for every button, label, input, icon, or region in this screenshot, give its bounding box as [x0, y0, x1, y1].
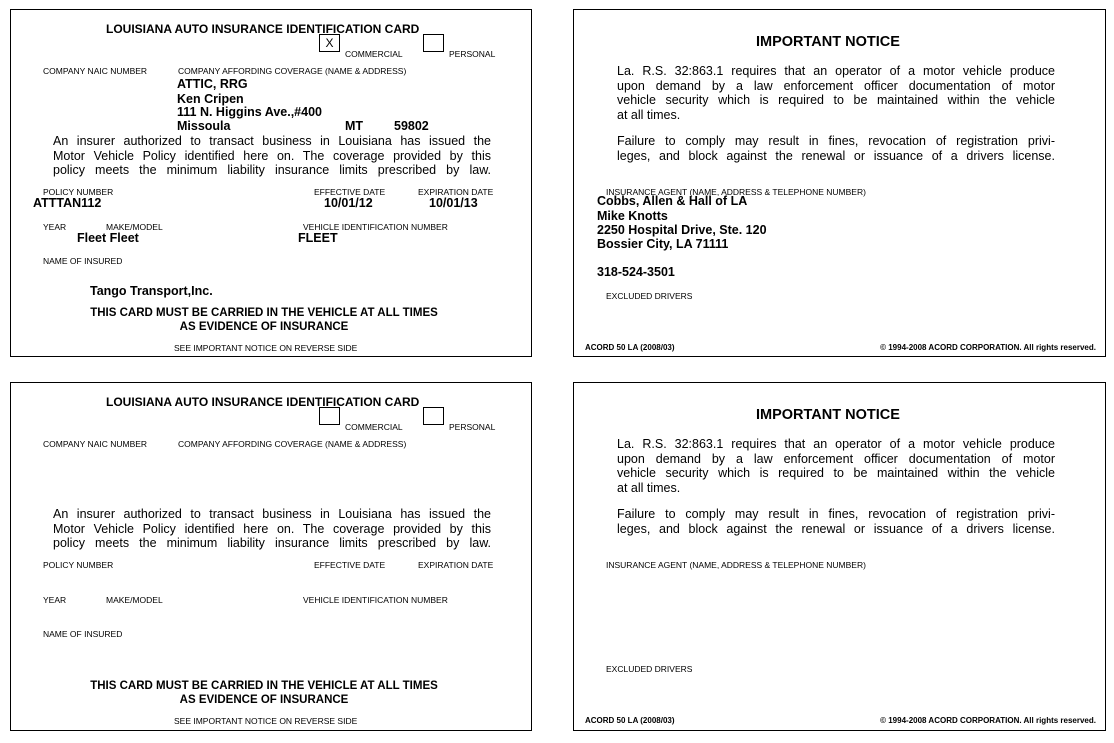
personal-checkbox[interactable] — [423, 407, 444, 425]
effective-date-label: EFFECTIVE DATE — [314, 187, 386, 197]
insured-name: Tango Transport,Inc. — [90, 284, 213, 298]
notice-paragraph-2: Failure to comply may result in fines, revocation of registration privi- leges, and block against the renewal or issuance of a drivers license. — [617, 134, 1055, 163]
carry-notice — [11, 679, 517, 707]
copyright: © 1994-2008 ACORD CORPORATION. All rights reserved. — [880, 343, 1096, 352]
personal-checkbox[interactable] — [423, 34, 444, 52]
company-name: ATTIC, RRG — [177, 77, 248, 91]
agent-name: Cobbs, Allen & Hall of LA — [597, 194, 748, 208]
authorization-statement: An insurer authorized to transact business in Louisiana has issued the Motor Vehicle Policy identified here on. The coverage provided by this policy meets the minimum liability insurance limits prescribed by law. — [53, 507, 491, 550]
commercial-label: COMMERCIAL — [345, 49, 403, 59]
agent-contact: Mike Knotts — [597, 209, 668, 223]
company-contact: Ken Cripen — [177, 92, 244, 106]
personal-label: PERSONAL — [449, 49, 496, 59]
company-street: 111 N. Higgins Ave.,#400 — [177, 105, 322, 119]
id-card-front-blank — [10, 382, 532, 731]
form-id: ACORD 50 LA (2008/03) — [585, 343, 675, 352]
company-city: Missoula — [177, 119, 231, 133]
expiration-date-label: EXPIRATION DATE — [418, 187, 494, 197]
make-model-label: MAKE/MODEL — [106, 595, 163, 605]
make-model-label: MAKE/MODEL — [106, 222, 163, 232]
authorization-statement: An insurer authorized to transact business in Louisiana has issued the Motor Vehicle Policy identified here on. The coverage provided by this policy meets the minimum liability insurance limits prescribed by law. — [53, 134, 491, 177]
notice-paragraph-1: La. R.S. 32:863.1 requires that an operator of a motor vehicle produce upon demand by a law enforcement officer documentation of motor vehicle security which is required to be maintained within the vehicle at all times. — [617, 64, 1055, 122]
commercial-checkbox[interactable] — [319, 407, 340, 425]
agent-phone: 318-524-3501 — [597, 265, 675, 279]
id-card-front-filled — [10, 9, 532, 357]
agent-city: Bossier City, LA 71111 — [597, 237, 729, 251]
excluded-drivers-label: EXCLUDED DRIVERS — [606, 291, 693, 301]
commercial-label: COMMERCIAL — [345, 422, 403, 432]
carry-notice — [11, 306, 517, 334]
vin: FLEET — [298, 231, 338, 245]
effective-date-label: EFFECTIVE DATE — [314, 560, 386, 570]
expiration-date: 10/01/13 — [429, 196, 478, 210]
company-state: MT — [345, 119, 364, 133]
notice-paragraph-1: La. R.S. 32:863.1 requires that an operator of a motor vehicle produce upon demand by a law enforcement officer documentation of motor vehicle security which is required to be maintained within the vehicle at all times. — [617, 437, 1055, 495]
agent-label: INSURANCE AGENT (NAME, ADDRESS & TELEPHONE NUMBER) — [606, 187, 866, 197]
policy-number: ATTTAN112 — [33, 196, 102, 210]
copyright: © 1994-2008 ACORD CORPORATION. All rights reserved. — [880, 716, 1096, 725]
carry-line-2: AS EVIDENCE OF INSURANCE — [179, 694, 349, 706]
insured-label: NAME OF INSURED — [43, 256, 123, 266]
effective-date: 10/01/12 — [324, 196, 373, 210]
agent-street: 2250 Hospital Drive, Ste. 120 — [597, 223, 767, 237]
make-model: Fleet Fleet — [77, 231, 139, 245]
carry-line-1: THIS CARD MUST BE CARRIED IN THE VEHICLE AT ALL TIMES — [90, 307, 438, 319]
naic-label: COMPANY NAIC NUMBER — [43, 439, 148, 449]
year-label: YEAR — [43, 595, 67, 605]
commercial-checkbox[interactable]: X — [319, 34, 340, 52]
policy-number-label: POLICY NUMBER — [43, 560, 114, 570]
vin-label: VEHICLE IDENTIFICATION NUMBER — [303, 222, 448, 232]
policy-number-label: POLICY NUMBER — [43, 187, 114, 197]
vin-label: VEHICLE IDENTIFICATION NUMBER — [303, 595, 448, 605]
card-title: LOUISIANA AUTO INSURANCE IDENTIFICATION CARD — [106, 395, 420, 409]
agent-label: INSURANCE AGENT (NAME, ADDRESS & TELEPHONE NUMBER) — [606, 560, 866, 570]
expiration-date-label: EXPIRATION DATE — [418, 560, 494, 570]
year-label: YEAR — [43, 222, 67, 232]
company-label: COMPANY AFFORDING COVERAGE (NAME & ADDRESS) — [178, 439, 407, 449]
naic-label: COMPANY NAIC NUMBER — [43, 66, 148, 76]
id-card-back-filled — [573, 9, 1106, 357]
card-title: LOUISIANA AUTO INSURANCE IDENTIFICATION CARD — [106, 22, 420, 36]
personal-label: PERSONAL — [449, 422, 496, 432]
notice-title: IMPORTANT NOTICE — [756, 407, 900, 423]
see-notice-text: SEE IMPORTANT NOTICE ON REVERSE SIDE — [174, 716, 358, 726]
carry-line-2: AS EVIDENCE OF INSURANCE — [179, 321, 349, 333]
form-id: ACORD 50 LA (2008/03) — [585, 716, 675, 725]
insured-label: NAME OF INSURED — [43, 629, 123, 639]
notice-title: IMPORTANT NOTICE — [756, 34, 900, 50]
see-notice-text: SEE IMPORTANT NOTICE ON REVERSE SIDE — [174, 343, 358, 353]
id-card-back-blank — [573, 382, 1106, 731]
company-label: COMPANY AFFORDING COVERAGE (NAME & ADDRESS) — [178, 66, 407, 76]
notice-paragraph-2: Failure to comply may result in fines, revocation of registration privi- leges, and block against the renewal or issuance of a drivers license. — [617, 507, 1055, 536]
carry-line-1: THIS CARD MUST BE CARRIED IN THE VEHICLE AT ALL TIMES — [90, 680, 438, 692]
excluded-drivers-label: EXCLUDED DRIVERS — [606, 664, 693, 674]
company-zip: 59802 — [394, 119, 429, 133]
